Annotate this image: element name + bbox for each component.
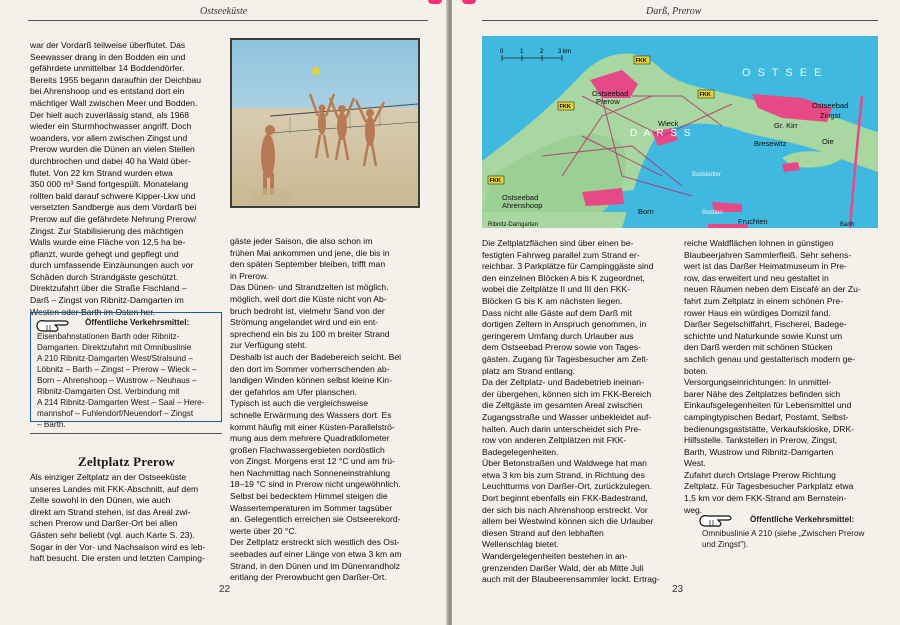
bookmark-edge <box>428 0 442 4</box>
svg-text:FKK: FKK <box>635 58 647 64</box>
text-line: schen Prerow und Darßer-Ort bei allen <box>30 518 178 529</box>
text-line: Leuchtturms von Darßer-Ort, zurückzulegen. <box>482 481 653 492</box>
text-line: Zingst. Zur Stabilisierung des mächtigen <box>30 225 184 236</box>
text-line: reichbar. 3 Parkplätze für Campinggäste sind <box>482 261 654 272</box>
svg-text:Bresewitz: Bresewitz <box>754 139 787 148</box>
svg-text:3 km: 3 km <box>558 49 572 55</box>
text-line: Dort beginnt ebenfalls ein FKK-Badestrand, <box>482 493 648 504</box>
text-line: Schäden durch Strandgäste geschützt. <box>30 271 179 282</box>
svg-text:Ahrenshoop: Ahrenshoop <box>502 201 543 210</box>
text-line: grenzenden Darßer Wald, der ab Mitte Juli <box>482 562 644 573</box>
text-line: Der hielt auch zuverlässig stand, als 1968 <box>30 109 190 120</box>
text-line: Bereits 1955 begann daraufhin der Deichbau <box>30 74 202 85</box>
text-line: gefährdete unmittelbar 14 Boddendörfer. <box>30 63 185 74</box>
text-line: 1,5 km vor dem FKK-Strand am Bernstein- <box>684 493 847 504</box>
text-line: Dass nicht alle Gäste auf dem Darß mit <box>482 307 632 318</box>
text-line: seebades auf einer Länge von etwa 3 km am <box>230 549 402 560</box>
text-line: festigten Fahrweg parallel zum Strand er- <box>482 249 640 260</box>
text-line: pflanzt, wurde gehegt und gepflegt und <box>30 248 179 259</box>
text-line: neuen Räumen neben dem Eiscafé an der Zu- <box>684 284 861 295</box>
svg-text:Wieck: Wieck <box>658 119 679 128</box>
text-line: Walls wurde eine Fläche von 12,5 ha be- <box>30 237 186 248</box>
transport-line: Eisenbahnstationen Barth oder Ribnitz- <box>37 332 180 341</box>
text-line: sachlich genau und gestalterisch modern ge- <box>684 353 856 364</box>
svg-text:D A R S S: D A R S S <box>630 128 693 139</box>
text-line: großen Flachwassergebieten nordöstlich <box>230 444 385 455</box>
text-line: Deshalb ist auch der Badebereich seicht. Bei <box>230 351 402 362</box>
text-line: Darß – Zingst von Ribnitz-Damgarten im <box>30 295 184 306</box>
svg-text:Bodden: Bodden <box>702 210 723 216</box>
running-head-right: Darß, Prerow <box>646 6 702 17</box>
text-line: Zugangsstraße und Wasser unbekleidet auf- <box>482 411 652 422</box>
text-line: schichte und Naturkunde sowie Kunst um <box>684 330 843 341</box>
text-line: allem bei Westwind können sich die Urlauber <box>482 516 654 527</box>
text-line: Die Zeltplatzflächen sind über einen be- <box>482 238 634 248</box>
text-line: West. <box>684 458 706 469</box>
text-line: flutet. Von 22 km Strand wurden etwa <box>30 167 173 178</box>
text-line: dortigen Zeltern in Anspruch genommen, in <box>482 319 647 330</box>
transport-line: Damgarten. Direktzufahrt mit Omnibuslinie <box>37 343 192 352</box>
text-line: platz am Strand entlang. <box>482 365 576 376</box>
heading-divider <box>30 433 222 434</box>
svg-text:Ribnitz-Damgarten: Ribnitz-Damgarten <box>488 222 539 228</box>
text-line: Zeltplatz. Für Tagesbesucher Parkplatz etwa <box>684 481 854 492</box>
text-line: entlang der Prerowbucht gen Darßer-Ort. <box>230 572 387 583</box>
text-line: rower Haus ein würdiges Domizil fand. <box>684 307 831 318</box>
text-line: dem Ostseebad Prerow sowie von Tages- <box>482 342 641 353</box>
text-line: sprechend ein bis zu 100 m breiter Strand <box>230 328 390 339</box>
text-line: Zelte sowohl in den Dünen, wie auch <box>30 495 171 506</box>
svg-text:Ostseebad: Ostseebad <box>502 193 539 202</box>
text-line: bruch bedroht ist, vielmehr Sand von der <box>230 305 385 316</box>
text-line: den dort im Sommer vorherrschenden ab- <box>230 363 390 374</box>
text-line: geringerem Umfang durch Urlauber aus <box>482 330 634 341</box>
text-line: Prerow wurden die Dünen an vielen Stellen <box>30 144 195 155</box>
bookmark-edge-right <box>462 0 476 4</box>
svg-text:Ostseebad: Ostseebad <box>812 101 849 110</box>
text-line: an. Gelegentlich erreichen sie Ostseerekord- <box>230 514 401 525</box>
text-line: wert ist das Darßer Heimatmuseum in Pre- <box>684 261 847 272</box>
text-line: werte über 20 °C. <box>230 525 297 536</box>
transport-line: Löbnitz – Barth – Zingst – Prerow – Wieck – <box>37 365 197 374</box>
text-line: mächtiger Wall zwischen Meer und Bodden. <box>30 97 198 108</box>
text-line: Barth, Wustrow und Ribnitz-Damgarten <box>684 446 834 457</box>
text-line: den späten September bleiben, trifft man <box>230 259 386 270</box>
section-heading: Zeltplatz Prerow <box>78 454 175 469</box>
text-line: Darßer Segelschiffahrt, Fischerei, Badege- <box>684 319 847 330</box>
transport-line: A 210 Ribnitz-Damgarten West/Stralsund – <box>37 354 193 363</box>
text-line: reiche Waldflächen lohnen in günstigen <box>684 238 834 248</box>
text-line: von Zingst. Morgens erst 12 °C und am frü- <box>230 456 395 467</box>
text-line: row, das erweitert und neu gestaltet in <box>684 272 829 283</box>
text-line: Blaubeerjahren Sammlerfleiß. Sehr sehens- <box>684 249 852 260</box>
text-line: Direktzufahrt über die Straße Fischland – <box>30 283 187 294</box>
text-line: versetzten Sandberge aus dem Vordarß bei <box>30 202 197 213</box>
text-line: zur Verfügung steht. <box>230 340 307 351</box>
text-line: den Darß werden mit schönen Stücken <box>684 342 833 353</box>
text-line: der sich bis nach Ahrenshoop erstreckt. Vor <box>482 504 648 515</box>
svg-text:O S T S E E: O S T S E E <box>742 67 824 79</box>
svg-text:2: 2 <box>540 49 544 55</box>
transport-line: – Barth. <box>37 420 66 429</box>
scale-0: 0 <box>500 49 504 55</box>
text-line: Typisch ist auch die vergleichsweise <box>230 398 369 409</box>
transport-line: und Zingst"). <box>702 540 749 549</box>
left-column-2 <box>230 236 420 584</box>
text-line: haft besucht. Die ersten und letzten Camping- <box>30 553 205 564</box>
text-line: boten. <box>684 365 708 376</box>
svg-text:Zingst: Zingst <box>820 111 841 120</box>
text-line: Wandergelegenheiten bestehen in an- <box>482 551 628 562</box>
transport-box-right <box>696 510 882 556</box>
left-column-1-top <box>30 40 222 318</box>
text-line: in Prerow. <box>230 270 269 281</box>
text-line: Der Zeltplatz erstreckt sich westlich des Ost- <box>230 537 400 548</box>
text-line: frühen Mai ankommen und jene, die bis in <box>230 247 390 258</box>
text-line: Blöcken G bis K am nächsten liegen. <box>482 295 623 306</box>
text-line: möglich, weil dort die Küste nicht von Ab- <box>230 293 387 304</box>
text-line: kommt häufig mit einer Küsten-Parallelströ- <box>230 421 395 432</box>
text-line: Westen oder Barth im Osten her. <box>30 306 155 317</box>
text-line: 350 000 m³ Sand fortgespült. Monatelang <box>30 179 189 190</box>
text-line: 18–19 °C sind in Prerow nicht ungewöhnlich. <box>230 479 401 490</box>
text-line: Gästen sehr beliebt (vgl. auch Karte S. 23). <box>30 529 195 540</box>
svg-text:1: 1 <box>520 49 524 55</box>
prerow-map <box>482 36 878 228</box>
text-line: durchbrochen und dabei 40 ha Wald über- <box>30 155 191 166</box>
header-rule <box>28 20 428 21</box>
svg-text:Prerow: Prerow <box>596 97 620 106</box>
text-line: Das Dünen- und Strandzelten ist möglich. <box>230 282 389 293</box>
volleyball-photo <box>230 38 420 208</box>
text-line: Als einziger Zeltplatz an der Ostseeküste <box>30 472 187 482</box>
text-line: Versorgungseinrichtungen: In unmittel- <box>684 377 832 388</box>
text-line: auch mit der Blaubeerensammler lockt. Ertrag- <box>482 574 660 585</box>
header-rule-right <box>482 20 878 21</box>
text-line: Da der Zeltplatz- und Badebetrieb ineinan- <box>482 377 644 388</box>
text-line: direkt am Strand stehen, ist das Areal zwi- <box>30 506 191 517</box>
text-line: Sogar in der Vor- und Nachsaison wird es leb- <box>30 541 206 552</box>
transport-line: Omnibuslinie A 210 (siehe „Zwischen Prerow <box>702 529 865 538</box>
text-line: schnelle Erwärmung des Wassers dort. Es <box>230 409 392 420</box>
svg-text:Oie: Oie <box>822 137 834 146</box>
transport-line: A 214 Ribnitz-Damgarten West – Saal – Here- <box>37 398 205 407</box>
text-line: diesen Strand auf den lebhaften <box>482 527 604 538</box>
transport-lines-left <box>37 331 215 430</box>
text-line: Über Betonstraßen und Waldwege hat man <box>482 458 647 469</box>
text-line: war der Vordarß teilweise überflutet. Das <box>30 40 186 50</box>
svg-text:Fruchten: Fruchten <box>738 217 768 226</box>
text-line: mung aus dem mehrere Quadratkilometer <box>230 433 390 444</box>
text-line: hen Nachmittag nach Sonneneinstrahlung <box>230 467 391 478</box>
pointing-hand-icon-right <box>698 512 738 533</box>
svg-text:Ostseebad: Ostseebad <box>592 89 629 98</box>
svg-text:FKK: FKK <box>489 178 501 184</box>
text-line: campingtypischen Bedarf, Postamt, Selbst- <box>684 411 849 422</box>
text-line: Prerow auf die gefährdete Nehrung Prerow/ <box>30 213 197 224</box>
text-line: Strand, in den Dünen und im Dünenrandholz <box>230 560 401 571</box>
text-line: Strömung angelandet wird und ein ent- <box>230 317 379 328</box>
transport-title-left: Öffentliche Verkehrsmittel: <box>85 318 190 327</box>
text-line: der übergehen, können sich im FKK-Bereich <box>482 388 652 399</box>
text-line: unseres Landes mit FKK-Abschnitt, auf dem <box>30 483 199 494</box>
transport-box-left <box>30 312 222 429</box>
text-line: row von anderen Zeltplätzen mit FKK- <box>482 435 627 446</box>
text-line: bedienungsgaststätte, Verkaufskioske, DRK- <box>684 423 855 434</box>
text-line: die Zeltgäste im gesamten Areal zwischen <box>482 400 643 411</box>
svg-text:Bodstedter: Bodstedter <box>692 172 722 178</box>
left-page <box>0 0 448 625</box>
page-number-left: 22 <box>219 584 231 595</box>
svg-text:Born: Born <box>638 207 654 216</box>
text-line: woanders, vor allem zwischen Zingst und <box>30 132 188 143</box>
text-line: der gefahrlos am Ufer planschen. <box>230 386 358 397</box>
text-line: Einkaufsgelegenheiten für Lebensmittel und <box>684 400 852 411</box>
text-line: den einzelnen Blöcken A bis K zugeordnet, <box>482 272 645 283</box>
text-line: Badegelegenheiten. <box>482 446 559 457</box>
text-line: Hilfsstelle. Tankstellen in Prerow, Zingst, <box>684 435 838 446</box>
text-line: bei Ahrenshoop und es entstand dort ein <box>30 86 185 97</box>
text-line: fahrt zum Zeltplatz in einem schönen Pre- <box>684 295 844 306</box>
transport-title-right: Öffentliche Verkehrsmittel: <box>750 515 855 524</box>
text-line: durch umfassende Einzäunungen auch vor <box>30 260 194 271</box>
transport-line: mannshof – Fuhlendorf/Neuendorf – Zingst <box>37 409 194 418</box>
text-line: Zufahrt durch Ortslage Prerow Richtung <box>684 469 836 480</box>
text-line: etwa 3 km bis zum Strand, in Richtung des <box>482 469 645 480</box>
svg-text:Gr. Kirr: Gr. Kirr <box>774 121 798 130</box>
right-column-2 <box>684 238 880 516</box>
text-line: rollten bald darauf schwere Kipper-Lkw und <box>30 190 196 201</box>
page-number-right: 23 <box>672 584 684 595</box>
text-line: Selbst bei bedecktem Himmel steigen die <box>230 491 388 502</box>
text-line: Wellenschlag bietet. <box>482 539 559 550</box>
text-line: Seewasser drang in den Bodden ein und <box>30 51 186 62</box>
text-line: wieder ein Sturmhochwasser angriff. Doch <box>30 121 192 132</box>
right-page <box>452 0 900 625</box>
svg-text:FKK: FKK <box>699 92 711 98</box>
left-column-1-bottom <box>30 472 222 565</box>
text-line: weg. <box>684 504 703 515</box>
running-head-left: Ostseeküste <box>200 6 248 17</box>
text-line: wobei die Zeltplätze II und III den FKK- <box>482 284 631 295</box>
text-line: halten. Auch darin unterscheidet sich Pre- <box>482 423 642 434</box>
svg-text:FKK: FKK <box>559 104 571 110</box>
text-line: Wassertemperaturen im Sommer tagsüber <box>230 502 393 513</box>
transport-line: Ribnitz-Damgarten Ost. Verbindung mit <box>37 387 180 396</box>
svg-text:Barth: Barth <box>840 222 855 228</box>
right-column-1 <box>482 238 680 586</box>
text-line: gästen. Zugang für Tagesbesucher am Zelt- <box>482 353 649 364</box>
text-line: barer Nähe des Zeltplatzes befinden sich <box>684 388 841 399</box>
text-line: landigen Winden können selbst kleine Kin- <box>230 375 392 386</box>
pointing-hand-icon <box>35 317 75 338</box>
text-line: gäste jeder Saison, die also schon im <box>230 236 373 246</box>
transport-line: Born – Ahrenshoop – Wustrow – Neuhaus – <box>37 376 197 385</box>
